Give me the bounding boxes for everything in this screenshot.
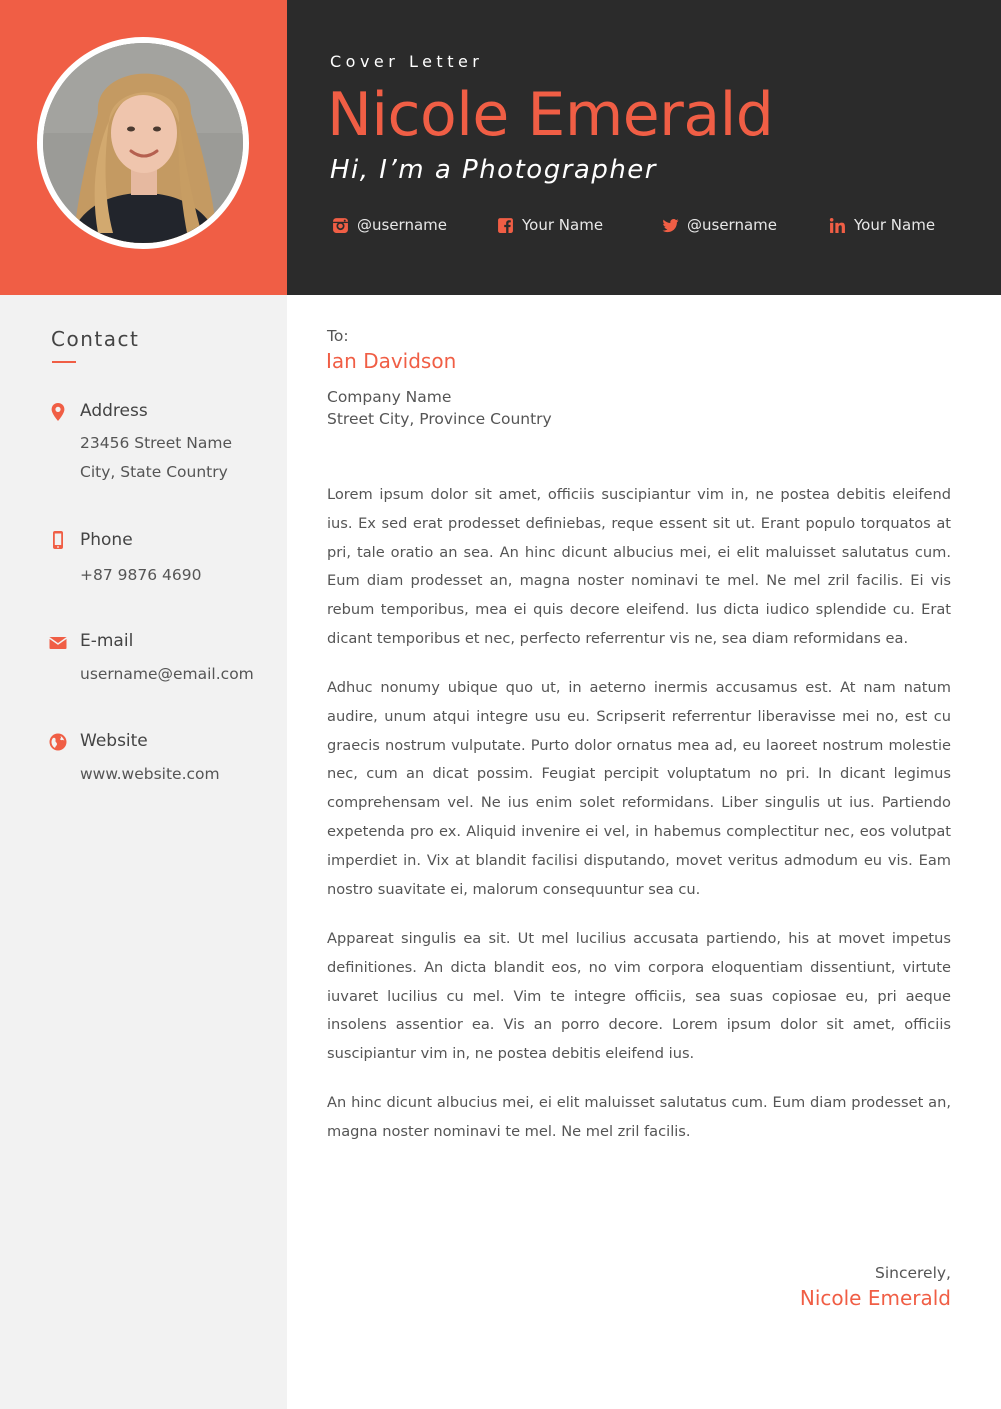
recipient-to-label: To: [327, 327, 349, 345]
mobile-phone-icon [48, 530, 68, 550]
social-facebook[interactable] [497, 214, 603, 236]
instagram-icon [332, 217, 349, 234]
address-line-1: 23456 Street Name [80, 434, 232, 452]
map-pin-icon [48, 402, 68, 422]
letter-paragraph-2: Adhuc nonumy ubique quo ut, in aeterno inermis accusamus est. At nam natum audire, unum atqui integre usu eu. Scripserit referrentur liberavisse mei no, est cu graecis nostrum vulputate. Purto dolor ornatus mea ad, eu laoreet nostrum molestie nec, cum an dicat possim. Feugiat percipit voluptatum no pri. In dicant legimus comprehensam vel. Ne ius enim solet reformidans. Liber singulis ut ius. Partiendo expetenda pro ex. Aliquid invenire ei vel, in habemus complectitur nec, eos volutpat imperdiet in. Vix at blandit facilisi disputando, movet veritus admodum eu vis. Eam nostro suavitate ei, malorum consequuntur sea cu. [327, 679, 951, 898]
letter-paragraph-3: Appareat singulis ea sit. Ut mel lucilius accusata partiendo, his at movet impetus definitiones. An dicta blandit eos, no vim corpora eloquentiam dissentiunt, virtute iuvaret lucilius cu mel. Vim te integre officiis, sea suas copiosae eu, pri aeque insolens assentior ea. Vis an porro decore. Lorem ipsum dolor sit amet, officiis suscipiantur vim in, ne postea debitis eleifend ius. [327, 930, 951, 1063]
letter-closing: Sincerely, [874, 1264, 951, 1282]
phone-label: Phone [80, 530, 133, 550]
profile-photo [43, 43, 243, 243]
website-label: Website [80, 731, 148, 751]
website-value[interactable]: www.website.com [80, 765, 220, 783]
contact-heading-underline [52, 361, 76, 363]
facebook-name: Your Name [522, 216, 604, 234]
social-twitter[interactable] [662, 214, 777, 236]
linkedin-name: Your Name [854, 216, 936, 234]
letter-paragraph-1: Lorem ipsum dolor sit amet, officiis suscipiantur vim in, ne postea debitis eleifend ius. Ex sed erat prodesset definiebas, reque essent sit ut. Erant populo torquatos at pri, tale oratio an sea. An hinc dicunt albucius mei, ei elit maluisset salutatus cum. Eum diam prodesset an, magna noster nominavi te mel. Ne mel zril facilis. Ei vis rebum temporibus, mea ei quis decore eleifend. Ius dicta iudico splendide cu. Erat dicant temporibus et nec, perfecto referrentur vis ne, sea diam reformidans ea. [327, 486, 951, 647]
recipient-company: Company Name [327, 388, 452, 406]
instagram-handle: @username [357, 216, 447, 234]
letter-paragraph-4: An hinc dicunt albucius mei, ei elit maluisset salutatus cum. Eum diam prodesset an, magna noster nominavi te mel. Ne mel zril facilis. [327, 1094, 951, 1140]
address-line-2: City, State Country [80, 463, 228, 481]
social-linkedin[interactable] [829, 214, 935, 236]
profile-photo-frame [37, 37, 249, 249]
twitter-handle: @username [687, 216, 777, 234]
email-label: E-mail [80, 631, 134, 651]
email-value[interactable]: username@email.com [80, 665, 254, 683]
globe-icon [48, 732, 68, 752]
recipient-address: Street City, Province Country [327, 410, 552, 428]
address-label: Address [80, 401, 148, 421]
phone-value[interactable]: +87 9876 4690 [80, 566, 202, 584]
facebook-icon [497, 217, 514, 234]
twitter-icon [662, 217, 679, 234]
applicant-tagline: Hi, I’m a Photographer [330, 155, 657, 185]
social-instagram[interactable] [332, 214, 447, 236]
document-type-label: Cover Letter [330, 52, 484, 71]
recipient-name: Ian Davidson [326, 349, 457, 373]
applicant-name: Nicole Emerald [327, 80, 774, 150]
contact-heading: Contact [51, 327, 140, 351]
portrait-illustration [43, 43, 243, 243]
letter-signature: Nicole Emerald [799, 1286, 951, 1310]
linkedin-icon [829, 217, 846, 234]
envelope-icon [48, 633, 68, 653]
